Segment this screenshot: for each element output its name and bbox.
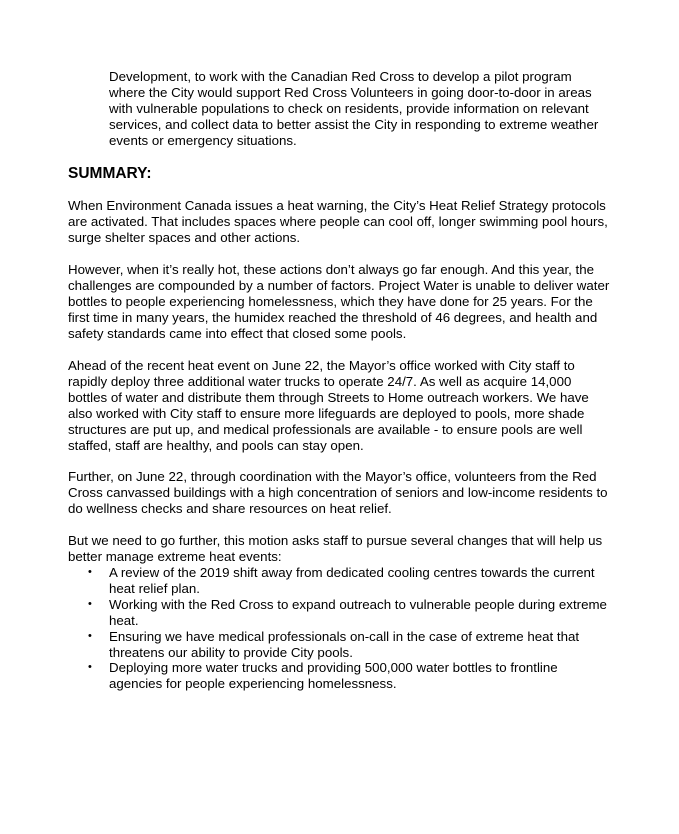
list-item-text: A review of the 2019 shift away from dedicated cooling centres towards the current heat relief plan.: [109, 565, 595, 596]
list-item: [68, 660, 613, 692]
bullet-icon: •: [88, 661, 92, 674]
list-item: [68, 565, 613, 597]
paragraph-june-actions: Ahead of the recent heat event on June 22, the Mayor’s office worked with City staff to rapidly deploy three additional water trucks to operate 24/7. As well as acquire 14,000 bottles of water and distribute them through Streets to Home outreach workers. We have also worked with City staff to ensure more lifeguards are deployed to pools, more shade structures are put up, and medical professionals are available - to ensure pools are well staffed, staff are healthy, and pools can stay open.: [68, 358, 589, 453]
list-item-text: Working with the Red Cross to expand outreach to vulnerable people during extreme heat.: [109, 596, 607, 628]
paragraph-heat-warning: When Environment Canada issues a heat warning, the City’s Heat Relief Strategy protocols are activated. That includes spaces where people can cool off, longer swimming pool hours, surge shelter spaces and other actions.: [68, 198, 608, 245]
paragraph-red-cross: Further, on June 22, through coordination with the Mayor’s office, volunteers from the Red Cross canvassed buildings with a high concentration of seniors and low-income residents to do wellness checks and share resources on heat relief.: [68, 469, 608, 516]
motion-bullet-list: [68, 565, 613, 692]
bullet-icon: •: [88, 629, 92, 642]
bullet-icon: •: [88, 566, 92, 578]
intro-paragraph: Development, to work with the Canadian Red Cross to develop a pilot program where the City would support Red Cross Volunteers in going door-to-door in areas with vulnerable populations to check on residents, provide information on relevant services, and collect data to better assist the City in responding to extreme weather events or emergency situations.: [109, 69, 599, 148]
paragraph-challenges: However, when it’s really hot, these actions don’t always go far enough. And this year, the challenges are compounded by a number of factors. Project Water is unable to deliver water bottles to people experiencing homelessness, which they have done for 25 years. For the first time in many years, the humidex reached the threshold of 46 degrees, and health and safety standards came into effect that closed some pools.: [68, 262, 610, 341]
bullet-icon: •: [88, 597, 92, 610]
list-item: [68, 629, 613, 661]
list-item-text: Ensuring we have medical professionals on-call in the case of extreme heat that threatens our ability to provide City pools.: [109, 628, 580, 660]
paragraph-motion: But we need to go further, this motion asks staff to pursue several changes that will help us better manage extreme heat events:: [68, 533, 603, 564]
list-item: [68, 597, 613, 629]
summary-heading: SUMMARY:: [68, 165, 152, 182]
list-item-text: Deploying more water trucks and providing 500,000 water bottles to frontline agencies for people experiencing homelessness.: [109, 660, 558, 692]
